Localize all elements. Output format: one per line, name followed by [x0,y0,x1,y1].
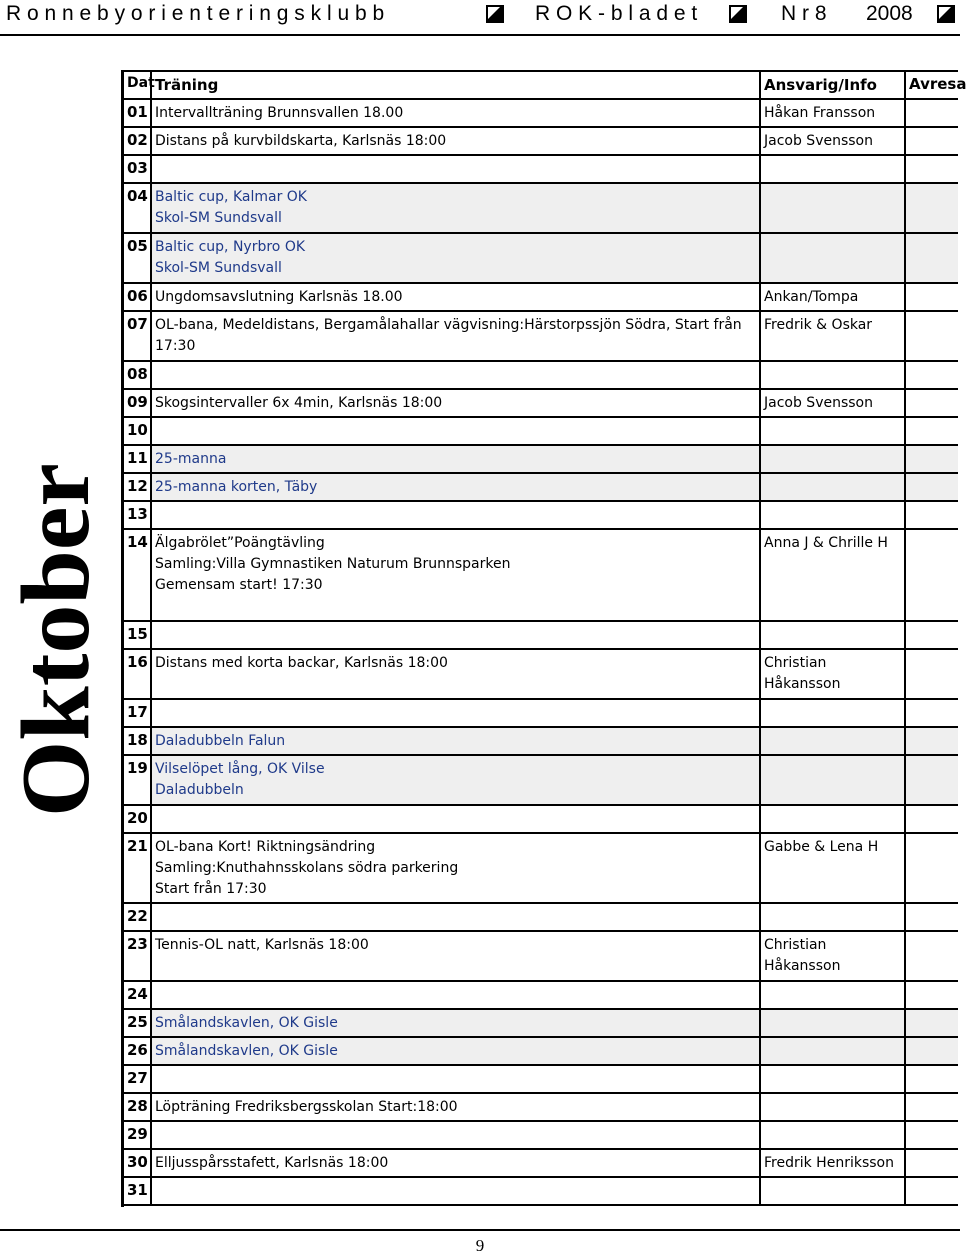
day-cell: 08 [124,362,152,388]
club-name: R o n n e b y o r i e n t e r i n g s k l u b b [6,2,385,25]
training-text: 25-manna [155,451,227,467]
training-cell [152,446,761,472]
training-text: OL-bana, Medeldistans, Bergamålahallar vägvisning:Härstorpssjön Södra, Start från [155,317,742,333]
responsible-text: Ankan/Tompa [764,289,859,305]
day-cell: 29 [124,1122,152,1148]
responsible-text: Fredrik Henriksson [764,1155,894,1171]
training-cell [152,834,761,902]
training-text: Skogsintervaller 6x 4min, Karlsnäs 18:00 [155,395,443,411]
responsible-cell [761,834,906,902]
page-header [0,0,960,32]
training-text: Start från 17:30 [155,881,267,897]
responsible-cell [761,1010,906,1036]
training-table [121,70,966,1207]
table-row [124,904,958,932]
responsible-cell [761,1066,906,1092]
table-row [124,184,958,234]
day-cell: 05 [124,234,152,282]
col-header-training: Träning [152,72,761,98]
training-cell [152,806,761,832]
table-row [124,1010,958,1038]
day-cell: 04 [124,184,152,232]
table-row [124,446,958,474]
training-text: Samling:Knuthahnsskolans södra parkering [155,860,459,876]
training-cell [152,700,761,726]
day-cell: 28 [124,1094,152,1120]
responsible-cell [761,128,906,154]
departure-cell [906,1122,958,1148]
training-text: Elljusspårsstafett, Karlsnäs 18:00 [155,1155,389,1171]
departure-cell [906,446,958,472]
day-cell: 11 [124,446,152,472]
table-row [124,622,958,650]
departure-cell [906,904,958,930]
departure-cell [906,1038,958,1064]
departure-cell [906,390,958,416]
departure-cell [906,932,958,980]
departure-cell [906,650,958,698]
day-cell: 02 [124,128,152,154]
responsible-text: Christian [764,655,827,671]
training-text: Gemensam start! 17:30 [155,577,323,593]
training-cell [152,650,761,698]
table-row [124,418,958,446]
training-cell [152,622,761,648]
responsible-cell [761,502,906,528]
training-cell [152,390,761,416]
training-cell [152,100,761,126]
responsible-cell [761,1094,906,1120]
issue-year: 2008 [866,2,913,25]
table-row [124,390,958,418]
day-cell: 03 [124,156,152,182]
training-cell [152,502,761,528]
responsible-cell [761,474,906,500]
responsible-cell [761,234,906,282]
day-cell: 09 [124,390,152,416]
departure-cell [906,982,958,1008]
table-row [124,982,958,1010]
training-cell [152,1094,761,1120]
day-cell: 31 [124,1178,152,1204]
responsible-cell [761,1122,906,1148]
departure-cell [906,1094,958,1120]
training-text: Baltic cup, Kalmar OK [155,189,307,205]
departure-cell [906,1010,958,1036]
responsible-cell [761,650,906,698]
training-cell [152,1150,761,1176]
training-cell [152,982,761,1008]
responsible-text: Christian [764,937,827,953]
training-cell [152,312,761,360]
magazine-name: R O K - b l a d e t [535,2,698,25]
training-text: Daladubbeln Falun [155,733,286,749]
departure-cell [906,474,958,500]
table-row [124,128,958,156]
training-cell [152,362,761,388]
issue-number: N r 8 [781,2,827,25]
footer-rule [0,1229,960,1231]
training-text: OL-bana Kort! Riktningsändring [155,839,376,855]
day-cell: 25 [124,1010,152,1036]
training-cell [152,756,761,804]
training-cell [152,1010,761,1036]
training-text: Samling:Villa Gymnastiken Naturum Brunnsparken [155,556,511,572]
departure-cell [906,312,958,360]
departure-cell [906,700,958,726]
training-text: Distans på kurvbildskarta, Karlsnäs 18:00 [155,133,447,149]
training-text: Tennis-OL natt, Karlsnäs 18:00 [155,937,369,953]
departure-cell [906,156,958,182]
responsible-cell [761,418,906,444]
training-text: Distans med korta backar, Karlsnäs 18:00 [155,655,448,671]
departure-cell [906,622,958,648]
responsible-cell [761,982,906,1008]
col-header-responsible: Ansvarig/Info [761,72,906,98]
table-row [124,362,958,390]
training-text: Skol-SM Sundsvall [155,260,282,276]
departure-cell [906,1178,958,1204]
departure-cell [906,234,958,282]
day-cell: 27 [124,1066,152,1092]
day-cell: 26 [124,1038,152,1064]
training-cell [152,904,761,930]
table-row [124,932,958,982]
responsible-cell [761,700,906,726]
separator-icon [937,5,955,23]
table-row [124,312,958,362]
departure-cell [906,834,958,902]
training-cell [152,184,761,232]
separator-icon [486,5,504,23]
responsible-text: Jacob Svensson [764,133,873,149]
table-row [124,1094,958,1122]
departure-cell [906,362,958,388]
training-cell [152,1038,761,1064]
departure-cell [906,1066,958,1092]
responsible-cell [761,446,906,472]
col-header-departure: Avresa [909,75,966,93]
responsible-text: Fredrik & Oskar [764,317,873,333]
departure-cell [906,128,958,154]
departure-cell [906,502,958,528]
training-text: Daladubbeln [155,782,244,798]
day-cell: 17 [124,700,152,726]
training-text: Ungdomsavslutning Karlsnäs 18.00 [155,289,403,305]
training-text: Intervallträning Brunnsvallen 18.00 [155,105,404,121]
day-cell: 24 [124,982,152,1008]
responsible-cell [761,530,906,620]
responsible-cell [761,390,906,416]
table-row [124,284,958,312]
training-cell [152,234,761,282]
table-row [124,1178,958,1206]
day-cell: 12 [124,474,152,500]
training-text: 25-manna korten, Täby [155,479,318,495]
training-cell [152,156,761,182]
training-cell [152,1178,761,1204]
training-cell [152,1066,761,1092]
departure-cell [906,100,958,126]
day-cell: 16 [124,650,152,698]
day-cell: 06 [124,284,152,310]
table-header-row [124,72,966,100]
responsible-cell [761,284,906,310]
day-cell: 30 [124,1150,152,1176]
day-cell: 07 [124,312,152,360]
responsible-cell [761,1178,906,1204]
table-row [124,474,958,502]
table-row [124,650,958,700]
responsible-text: Håkansson [764,958,841,974]
day-cell: 23 [124,932,152,980]
training-cell [152,1122,761,1148]
responsible-cell [761,728,906,754]
departure-cell [906,530,958,620]
training-cell [152,932,761,980]
day-cell: 14 [124,530,152,620]
training-text: Vilselöpet lång, OK Vilse [155,761,325,777]
responsible-cell [761,156,906,182]
table-row [124,700,958,728]
responsible-cell [761,1038,906,1064]
table-row [124,806,958,834]
header-rule [0,34,960,36]
departure-cell [906,284,958,310]
responsible-cell [761,1150,906,1176]
day-cell: 15 [124,622,152,648]
col-header-date: Dat [124,72,152,98]
table-row [124,1038,958,1066]
training-cell [152,128,761,154]
responsible-text: Håkan Fransson [764,105,876,121]
training-cell [152,284,761,310]
day-cell: 21 [124,834,152,902]
month-text: Oktober [2,463,110,817]
training-text: Smålandskavlen, OK Gisle [155,1043,338,1059]
separator-icon [729,5,747,23]
training-text: Baltic cup, Nyrbro OK [155,239,306,255]
training-text: 17:30 [155,338,196,354]
departure-cell [906,728,958,754]
table-row [124,234,958,284]
training-cell [152,474,761,500]
responsible-cell [761,100,906,126]
responsible-text: Gabbe & Lena H [764,839,879,855]
table-row [124,834,958,904]
responsible-cell [761,932,906,980]
training-cell [152,728,761,754]
table-row [124,756,958,806]
departure-cell [906,184,958,232]
day-cell: 20 [124,806,152,832]
table-row [124,1066,958,1094]
day-cell: 18 [124,728,152,754]
training-text: Löpträning Fredriksbergsskolan Start:18:00 [155,1099,458,1115]
responsible-text: Jacob Svensson [764,395,873,411]
responsible-text: Håkansson [764,676,841,692]
departure-cell [906,806,958,832]
responsible-cell [761,904,906,930]
day-cell: 10 [124,418,152,444]
responsible-cell [761,184,906,232]
table-row [124,502,958,530]
responsible-text: Anna J & Chrille H [764,535,888,551]
responsible-cell [761,622,906,648]
responsible-cell [761,362,906,388]
month-label [2,460,110,820]
day-cell: 01 [124,100,152,126]
training-text: Älgabrölet”Poängtävling [155,535,325,551]
responsible-cell [761,312,906,360]
responsible-cell [761,806,906,832]
departure-cell [906,418,958,444]
departure-cell [906,756,958,804]
table-row [124,1150,958,1178]
training-cell [152,530,761,620]
table-row [124,156,958,184]
departure-cell [906,1150,958,1176]
table-row [124,530,958,622]
day-cell: 13 [124,502,152,528]
day-cell: 22 [124,904,152,930]
day-cell: 19 [124,756,152,804]
table-row [124,1122,958,1150]
training-cell [152,418,761,444]
table-row [124,728,958,756]
page-number: 9 [475,1236,485,1255]
training-text: Skol-SM Sundsvall [155,210,282,226]
table-row [124,100,958,128]
training-text: Smålandskavlen, OK Gisle [155,1015,338,1031]
responsible-cell [761,756,906,804]
